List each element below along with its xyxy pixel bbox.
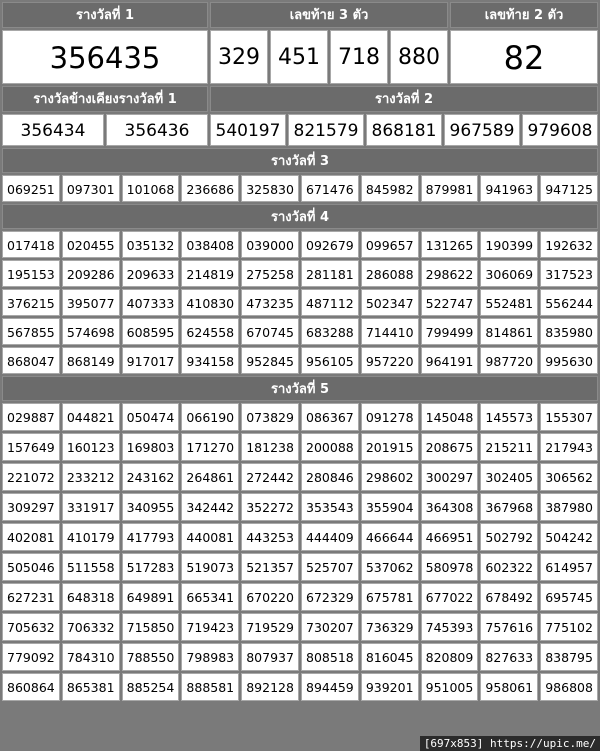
prize5-number: 719423 <box>181 613 239 641</box>
prize5-number: 352272 <box>241 493 299 521</box>
prize4-number: 868047 <box>2 347 60 374</box>
last3-number: 718 <box>330 30 388 84</box>
lottery-results-table <box>2 2 598 703</box>
prize5-number: 808518 <box>301 643 359 671</box>
prize3-number: 941963 <box>480 175 538 202</box>
prize5-number: 779092 <box>2 643 60 671</box>
prize4-number: 214819 <box>181 260 239 287</box>
prize5-number: 160123 <box>62 433 120 461</box>
prize5-number: 402081 <box>2 523 60 551</box>
prize5-number: 537062 <box>361 553 419 581</box>
prize3-number: 069251 <box>2 175 60 202</box>
prize2-header: รางวัลที่ 2 <box>210 86 598 112</box>
prize5-number: 511558 <box>62 553 120 581</box>
prize5-number: 670220 <box>241 583 299 611</box>
prize4-number: 608595 <box>122 318 180 345</box>
prize4-number: 131265 <box>421 231 479 258</box>
prize5-number: 580978 <box>421 553 479 581</box>
prize4-number: 407333 <box>122 289 180 316</box>
prize5-number: 986808 <box>540 673 598 701</box>
prize4-number: 956105 <box>301 347 359 374</box>
prize5-number: 517283 <box>122 553 180 581</box>
prize4-grid <box>2 231 598 374</box>
prize5-number: 410179 <box>62 523 120 551</box>
prize5-number: 504242 <box>540 523 598 551</box>
prize5-number: 602322 <box>480 553 538 581</box>
prize5-number: 298602 <box>361 463 419 491</box>
prize4-number: 286088 <box>361 260 419 287</box>
prize5-number: 807937 <box>241 643 299 671</box>
prize5-number: 648318 <box>62 583 120 611</box>
prize5-number: 443253 <box>241 523 299 551</box>
prize5-number: 145573 <box>480 403 538 431</box>
prize5-number: 215211 <box>480 433 538 461</box>
prize5-number: 145048 <box>421 403 479 431</box>
prize5-number: 784310 <box>62 643 120 671</box>
prize2-number: 967589 <box>444 114 520 146</box>
prize5-number: 243162 <box>122 463 180 491</box>
prize5-number: 627231 <box>2 583 60 611</box>
prize4-number: 987720 <box>480 347 538 374</box>
prize5-number: 272442 <box>241 463 299 491</box>
prize5-number: 264861 <box>181 463 239 491</box>
prize2-number: 821579 <box>288 114 364 146</box>
prize5-number: 649891 <box>122 583 180 611</box>
prize4-number: 952845 <box>241 347 299 374</box>
prize3-number: 845982 <box>361 175 419 202</box>
prize5-number: 677022 <box>421 583 479 611</box>
prize5-number: 894459 <box>301 673 359 701</box>
prize5-number: 939201 <box>361 673 419 701</box>
prize4-number: 934158 <box>181 347 239 374</box>
top-headers-row <box>2 2 598 28</box>
prize5-number: 719529 <box>241 613 299 641</box>
prize5-number: 364308 <box>421 493 479 521</box>
last2-number: 82 <box>450 30 598 84</box>
prize5-number: 502792 <box>480 523 538 551</box>
prize5-number: 387980 <box>540 493 598 521</box>
prize5-number: 073829 <box>241 403 299 431</box>
prize5-number: 342442 <box>181 493 239 521</box>
prize5-number: 675781 <box>361 583 419 611</box>
prize5-number: 665341 <box>181 583 239 611</box>
prize5-number: 171270 <box>181 433 239 461</box>
prize5-number: 820809 <box>421 643 479 671</box>
prize5-number: 816045 <box>361 643 419 671</box>
prize4-number: 567855 <box>2 318 60 345</box>
prize4-number: 574698 <box>62 318 120 345</box>
prize5-number: 951005 <box>421 673 479 701</box>
prize4-number: 395077 <box>62 289 120 316</box>
prize3-number: 325830 <box>241 175 299 202</box>
prize3-grid <box>2 175 598 202</box>
prize5-number: 865381 <box>62 673 120 701</box>
adjacent-header: รางวัลข้างเคียงรางวัลที่ 1 <box>2 86 208 112</box>
prize4-number: 209633 <box>122 260 180 287</box>
prize4-number: 275258 <box>241 260 299 287</box>
prize4-number: 099657 <box>361 231 419 258</box>
prize5-number: 745393 <box>421 613 479 641</box>
prize5-number: 860864 <box>2 673 60 701</box>
prize5-number: 302405 <box>480 463 538 491</box>
prize3-number: 671476 <box>301 175 359 202</box>
top-values-row <box>2 30 598 84</box>
prize5-number: 730207 <box>301 613 359 641</box>
prize5-number: 736329 <box>361 613 419 641</box>
prize4-number: 035132 <box>122 231 180 258</box>
second-headers-row <box>2 86 598 112</box>
prize5-grid <box>2 403 598 701</box>
prize4-number: 092679 <box>301 231 359 258</box>
prize3-number: 879981 <box>421 175 479 202</box>
prize4-number: 192632 <box>540 231 598 258</box>
prize4-header: รางวัลที่ 4 <box>2 204 598 229</box>
prize2-number: 868181 <box>366 114 442 146</box>
prize4-number: 410830 <box>181 289 239 316</box>
second-values-row <box>2 114 598 146</box>
prize5-number: 505046 <box>2 553 60 581</box>
prize5-header: รางวัลที่ 5 <box>2 376 598 401</box>
prize2-number: 540197 <box>210 114 286 146</box>
prize3-number: 101068 <box>122 175 180 202</box>
prize4-number: 038408 <box>181 231 239 258</box>
prize5-number: 086367 <box>301 403 359 431</box>
last3-number: 451 <box>270 30 328 84</box>
prize5-number: 678492 <box>480 583 538 611</box>
prize5-number: 695745 <box>540 583 598 611</box>
prize5-number: 201915 <box>361 433 419 461</box>
prize5-number: 827633 <box>480 643 538 671</box>
prize5-number: 155307 <box>540 403 598 431</box>
prize5-number: 066190 <box>181 403 239 431</box>
prize4-number: 020455 <box>62 231 120 258</box>
prize3-number: 097301 <box>62 175 120 202</box>
prize4-number: 298622 <box>421 260 479 287</box>
prize5-number: 091278 <box>361 403 419 431</box>
prize4-number: 814861 <box>480 318 538 345</box>
prize5-number: 892128 <box>241 673 299 701</box>
prize5-number: 519073 <box>181 553 239 581</box>
prize5-number: 306562 <box>540 463 598 491</box>
prize3-number: 236686 <box>181 175 239 202</box>
prize5-number: 044821 <box>62 403 120 431</box>
adjacent-number: 356436 <box>106 114 208 146</box>
prize1-header: รางวัลที่ 1 <box>2 2 208 28</box>
prize4-number: 552481 <box>480 289 538 316</box>
prize5-number: 444409 <box>301 523 359 551</box>
prize5-number: 715850 <box>122 613 180 641</box>
prize5-number: 466644 <box>361 523 419 551</box>
prize5-number: 331917 <box>62 493 120 521</box>
prize4-number: 376215 <box>2 289 60 316</box>
prize4-number: 209286 <box>62 260 120 287</box>
prize1-number: 356435 <box>2 30 208 84</box>
prize5-number: 233212 <box>62 463 120 491</box>
prize4-number: 190399 <box>480 231 538 258</box>
prize4-number: 799499 <box>421 318 479 345</box>
prize4-number: 556244 <box>540 289 598 316</box>
prize4-number: 964191 <box>421 347 479 374</box>
prize5-number: 672329 <box>301 583 359 611</box>
last3-number: 880 <box>390 30 448 84</box>
prize4-number: 317523 <box>540 260 598 287</box>
prize4-number: 670745 <box>241 318 299 345</box>
prize5-number: 705632 <box>2 613 60 641</box>
prize5-number: 466951 <box>421 523 479 551</box>
prize5-number: 217943 <box>540 433 598 461</box>
last3-header: เลขท้าย 3 ตัว <box>210 2 448 28</box>
prize5-number: 440081 <box>181 523 239 551</box>
prize5-number: 221072 <box>2 463 60 491</box>
prize4-number: 917017 <box>122 347 180 374</box>
prize5-number: 300297 <box>421 463 479 491</box>
prize3-number: 947125 <box>540 175 598 202</box>
prize5-number: 029887 <box>2 403 60 431</box>
last2-header: เลขท้าย 2 ตัว <box>450 2 598 28</box>
prize5-number: 885254 <box>122 673 180 701</box>
last3-number: 329 <box>210 30 268 84</box>
prize5-number: 280846 <box>301 463 359 491</box>
prize4-number: 522747 <box>421 289 479 316</box>
prize5-number: 614957 <box>540 553 598 581</box>
prize5-number: 355904 <box>361 493 419 521</box>
prize5-number: 200088 <box>301 433 359 461</box>
prize4-number: 306069 <box>480 260 538 287</box>
prize4-number: 487112 <box>301 289 359 316</box>
prize5-number: 958061 <box>480 673 538 701</box>
prize4-number: 281181 <box>301 260 359 287</box>
prize4-number: 868149 <box>62 347 120 374</box>
prize4-number: 957220 <box>361 347 419 374</box>
prize5-number: 181238 <box>241 433 299 461</box>
prize5-number: 838795 <box>540 643 598 671</box>
prize4-number: 473235 <box>241 289 299 316</box>
prize4-number: 995630 <box>540 347 598 374</box>
prize4-number: 683288 <box>301 318 359 345</box>
prize5-number: 169803 <box>122 433 180 461</box>
prize5-number: 788550 <box>122 643 180 671</box>
prize5-number: 050474 <box>122 403 180 431</box>
prize5-number: 208675 <box>421 433 479 461</box>
prize5-number: 706332 <box>62 613 120 641</box>
prize5-number: 798983 <box>181 643 239 671</box>
adjacent-number: 356434 <box>2 114 104 146</box>
prize5-number: 525707 <box>301 553 359 581</box>
prize4-number: 835980 <box>540 318 598 345</box>
prize5-number: 888581 <box>181 673 239 701</box>
prize4-number: 039000 <box>241 231 299 258</box>
prize5-number: 521357 <box>241 553 299 581</box>
prize4-number: 624558 <box>181 318 239 345</box>
prize5-number: 353543 <box>301 493 359 521</box>
prize4-number: 714410 <box>361 318 419 345</box>
prize5-number: 157649 <box>2 433 60 461</box>
prize4-number: 195153 <box>2 260 60 287</box>
prize5-number: 757616 <box>480 613 538 641</box>
prize5-number: 309297 <box>2 493 60 521</box>
prize2-number: 979608 <box>522 114 598 146</box>
prize5-number: 775102 <box>540 613 598 641</box>
prize4-number: 017418 <box>2 231 60 258</box>
watermark-label: [697x853] https://upic.me/ <box>420 736 600 751</box>
prize3-header: รางวัลที่ 3 <box>2 148 598 173</box>
prize5-number: 367968 <box>480 493 538 521</box>
prize5-number: 340955 <box>122 493 180 521</box>
prize5-number: 417793 <box>122 523 180 551</box>
prize4-number: 502347 <box>361 289 419 316</box>
